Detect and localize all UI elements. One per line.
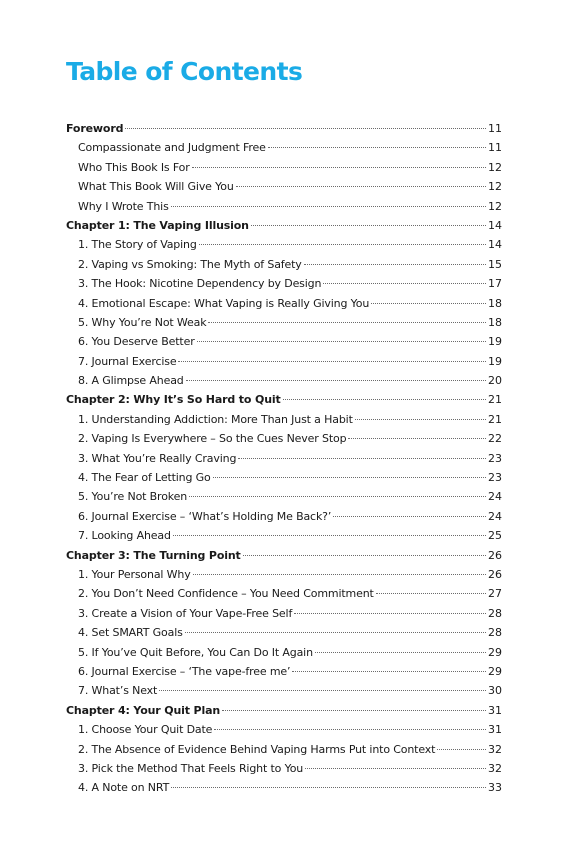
toc-dot-leader [197,341,486,342]
toc-entry-title: Who This Book Is For [78,160,190,174]
toc-page-number: 29 [488,664,502,678]
toc-page-number: 19 [488,354,502,368]
toc-entry-title: 3. Create a Vision of Your Vape-Free Self [78,606,293,620]
toc-page-number: 14 [488,238,502,252]
toc-dot-leader [208,322,486,323]
toc-entry-title: 5. You’re Not Broken [78,490,188,504]
toc-dot-leader [178,361,486,362]
toc-entry-title: Chapter 2: Why It’s So Hard to Quit [66,393,281,407]
toc-page-number: 20 [488,374,502,388]
toc-dot-leader [236,186,486,187]
toc-section-entry[interactable] [66,662,502,681]
toc-section-entry[interactable] [66,584,502,603]
toc-page-number: 11 [488,122,502,135]
toc-page-number: 31 [488,723,502,737]
toc-dot-leader [305,768,486,769]
toc-section-entry[interactable] [66,778,502,797]
toc-dot-leader [171,206,486,207]
toc-entry-title: 8. A Glimpse Ahead [78,374,184,388]
toc-chapter-entry[interactable] [66,701,502,720]
toc-dot-leader [437,749,486,750]
toc-entry-title: 1. Your Personal Why [78,567,191,581]
toc-dot-leader [199,244,486,245]
toc-section-entry[interactable] [66,410,502,429]
toc-dot-leader [251,225,486,226]
toc-page-number: 21 [488,412,502,426]
toc-page-number: 12 [488,199,502,213]
toc-page-number: 24 [488,490,502,504]
toc-dot-leader [294,613,486,614]
page-title: Table of Contents [66,57,303,86]
toc-entry-title: 2. Vaping vs Smoking: The Myth of Safety [78,257,302,271]
toc-entry-title: 4. Set SMART Goals [78,626,183,640]
toc-dot-leader [125,128,486,129]
toc-dot-leader [213,477,486,478]
toc-section-entry[interactable] [66,177,502,196]
toc-entry-title: 6. You Deserve Better [78,335,195,349]
toc-section-entry[interactable] [66,759,502,778]
toc-entry-title: 7. Journal Exercise [78,354,177,368]
toc-entry-title: 3. What You’re Really Craving [78,451,237,465]
toc-dot-leader [371,303,486,304]
toc-dot-leader [315,652,486,653]
toc-dot-leader [214,729,486,730]
toc-entry-title: 7. Looking Ahead [78,529,171,543]
toc-section-entry[interactable] [66,274,502,293]
toc-entry-title: 3. Pick the Method That Feels Right to You [78,761,304,775]
toc-section-entry[interactable] [66,720,502,739]
toc-page-number: 25 [488,529,502,543]
toc-section-entry[interactable] [66,235,502,254]
toc-chapter-entry[interactable] [66,216,502,235]
toc-page-number: 23 [488,451,502,465]
toc-dot-leader [304,264,486,265]
toc-page-number: 28 [488,606,502,620]
toc-section-entry[interactable] [66,158,502,177]
toc-entry-title: 1. Understanding Addiction: More Than Just a Habit [78,412,353,426]
toc-section-entry[interactable] [66,352,502,371]
toc-section-entry[interactable] [66,487,502,506]
toc-section-entry[interactable] [66,507,502,526]
toc-section-entry[interactable] [66,138,502,157]
toc-dot-leader [192,167,486,168]
toc-entry-title: 2. The Absence of Evidence Behind Vaping Harms Put into Context [78,742,436,756]
toc-entry-title: What This Book Will Give You [78,180,234,194]
toc-page-number: 26 [488,548,502,562]
toc-section-entry[interactable] [66,332,502,351]
toc-section-entry[interactable] [66,294,502,313]
toc-dot-leader [185,632,486,633]
toc-section-entry[interactable] [66,449,502,468]
toc-dot-leader [189,496,486,497]
toc-page-number: 22 [488,432,502,446]
toc-page-number: 18 [488,315,502,329]
toc-entry-title: 5. If You’ve Quit Before, You Can Do It Again [78,645,313,659]
toc-section-entry[interactable] [66,429,502,448]
toc-page-number: 15 [488,257,502,271]
toc-entry-title: 5. Why You’re Not Weak [78,315,207,329]
toc-section-entry[interactable] [66,371,502,390]
toc-page-number: 21 [488,393,502,407]
toc-dot-leader [173,535,486,536]
toc-chapter-entry[interactable] [66,390,502,409]
toc-page-number: 32 [488,761,502,775]
toc-dot-leader [323,283,486,284]
toc-entry-title: Chapter 4: Your Quit Plan [66,703,221,717]
toc-section-entry[interactable] [66,197,502,216]
toc-page-number: 29 [488,645,502,659]
toc-section-entry[interactable] [66,313,502,332]
toc-list [66,119,502,798]
toc-entry-title: Compassionate and Judgment Free [78,141,266,155]
toc-dot-leader [376,593,486,594]
toc-page-number: 32 [488,742,502,756]
toc-entry-title: Why I Wrote This [78,199,169,213]
toc-entry-title: Foreword [66,122,124,135]
toc-entry-title: 6. Journal Exercise – ‘The vape-free me’ [78,664,291,678]
toc-page-number: 12 [488,180,502,194]
toc-dot-leader [193,574,486,575]
toc-chapter-entry[interactable] [66,119,502,138]
toc-section-entry[interactable] [66,740,502,759]
toc-dot-leader [222,710,486,711]
toc-page-number: 26 [488,567,502,581]
toc-entry-title: 4. The Fear of Letting Go [78,471,211,485]
toc-entry-title: 2. Vaping Is Everywhere – So the Cues Never Stop [78,432,347,446]
toc-dot-leader [283,399,486,400]
toc-page-number: 27 [488,587,502,601]
toc-dot-leader [268,147,486,148]
toc-section-entry[interactable] [66,255,502,274]
toc-dot-leader [243,555,486,556]
toc-page-number: 19 [488,335,502,349]
toc-page-number: 30 [488,684,502,698]
toc-section-entry[interactable] [66,643,502,662]
toc-page-number: 17 [488,277,502,291]
toc-section-entry[interactable] [66,565,502,584]
toc-page-number: 14 [488,218,502,232]
toc-section-entry[interactable] [66,623,502,642]
toc-page-number: 33 [488,781,502,795]
toc-dot-leader [186,380,486,381]
toc-dot-leader [348,438,486,439]
toc-entry-title: 6. Journal Exercise – ‘What’s Holding Me Back?’ [78,509,332,523]
toc-entry-title: Chapter 3: The Turning Point [66,548,241,562]
toc-page-number: 18 [488,296,502,310]
toc-entry-title: 1. Choose Your Quit Date [78,723,213,737]
toc-entry-title: 1. The Story of Vaping [78,238,197,252]
toc-dot-leader [159,690,486,691]
toc-dot-leader [171,787,486,788]
toc-page-number: 12 [488,160,502,174]
toc-dot-leader [333,516,486,517]
toc-entry-title: 4. A Note on NRT [78,781,170,795]
toc-entry-title: 7. What’s Next [78,684,158,698]
toc-entry-title: 3. The Hook: Nicotine Dependency by Design [78,277,322,291]
toc-entry-title: 2. You Don’t Need Confidence – You Need Commitment [78,587,374,601]
toc-page-number: 23 [488,471,502,485]
toc-chapter-entry[interactable] [66,546,502,565]
toc-entry-title: 4. Emotional Escape: What Vaping is Really Giving You [78,296,370,310]
toc-page-number: 24 [488,509,502,523]
toc-section-entry[interactable] [66,604,502,623]
toc-dot-leader [355,419,486,420]
toc-dot-leader [292,671,486,672]
toc-section-entry[interactable] [66,468,502,487]
toc-entry-title: Chapter 1: The Vaping Illusion [66,218,249,232]
toc-section-entry[interactable] [66,526,502,545]
toc-dot-leader [238,458,486,459]
toc-page-number: 31 [488,703,502,717]
toc-section-entry[interactable] [66,681,502,700]
toc-page-number: 28 [488,626,502,640]
toc-page-number: 11 [488,141,502,155]
